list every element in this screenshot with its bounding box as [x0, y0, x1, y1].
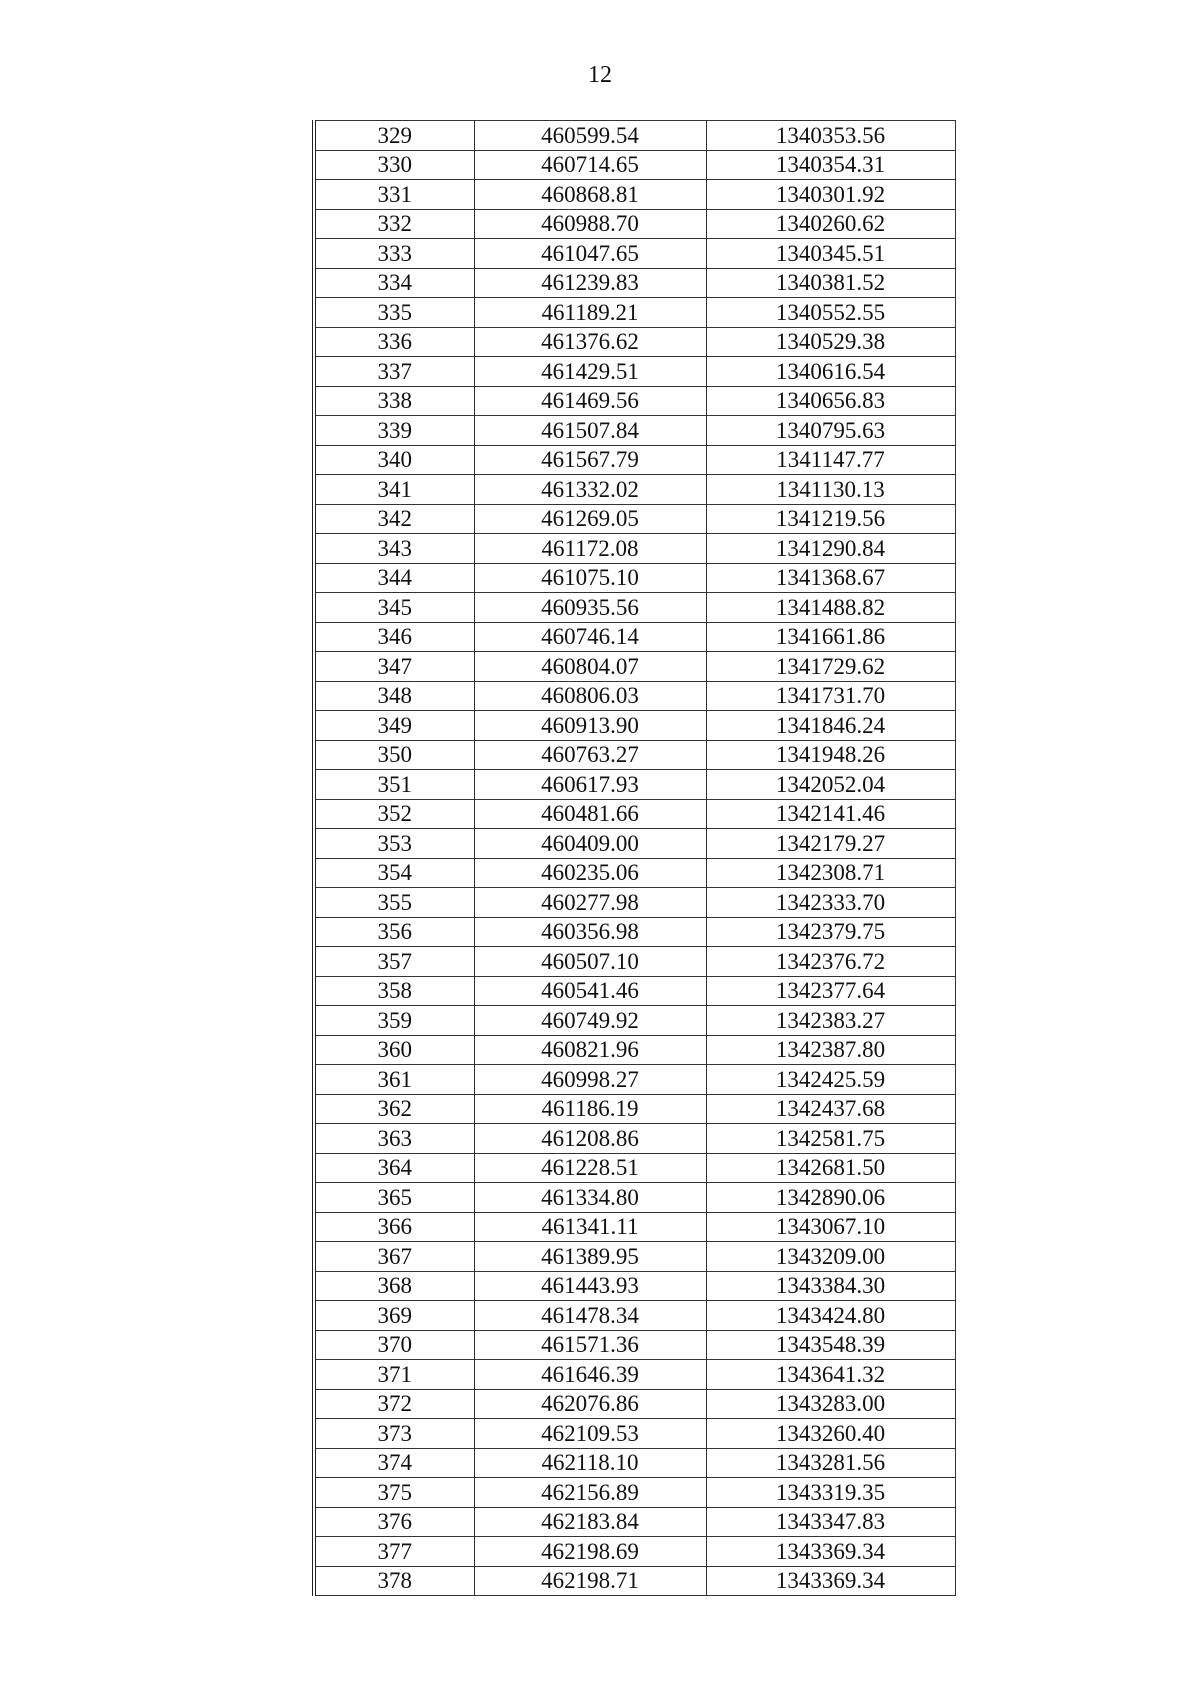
- y-coordinate-cell: 1341731.70: [706, 681, 955, 711]
- x-coordinate-cell: 462183.84: [474, 1507, 706, 1537]
- y-coordinate-cell: 1343369.34: [706, 1566, 955, 1596]
- x-coordinate-cell: 461646.39: [474, 1360, 706, 1390]
- point-number-cell: 331: [314, 180, 474, 210]
- y-coordinate-cell: 1340552.55: [706, 298, 955, 328]
- x-coordinate-cell: 460277.98: [474, 888, 706, 918]
- x-coordinate-cell: 461341.11: [474, 1212, 706, 1242]
- y-coordinate-cell: 1341661.86: [706, 622, 955, 652]
- y-coordinate-cell: 1343067.10: [706, 1212, 955, 1242]
- y-coordinate-cell: 1343369.34: [706, 1537, 955, 1567]
- point-number-cell: 362: [314, 1094, 474, 1124]
- point-number-cell: 339: [314, 416, 474, 446]
- point-number-cell: 336: [314, 327, 474, 357]
- x-coordinate-cell: 460356.98: [474, 917, 706, 947]
- table-row: [314, 976, 955, 1006]
- y-coordinate-cell: 1341130.13: [706, 475, 955, 505]
- table-row: [314, 1566, 955, 1596]
- point-number-cell: 335: [314, 298, 474, 328]
- point-number-cell: 345: [314, 593, 474, 623]
- x-coordinate-cell: 460749.92: [474, 1006, 706, 1036]
- x-coordinate-cell: 461172.08: [474, 534, 706, 564]
- x-coordinate-cell: 462076.86: [474, 1389, 706, 1419]
- table-row: [314, 1006, 955, 1036]
- table-row: [314, 327, 955, 357]
- y-coordinate-cell: 1341488.82: [706, 593, 955, 623]
- point-number-cell: 361: [314, 1065, 474, 1095]
- point-number-cell: 360: [314, 1035, 474, 1065]
- x-coordinate-cell: 460868.81: [474, 180, 706, 210]
- y-coordinate-cell: 1343384.30: [706, 1271, 955, 1301]
- table-row: [314, 268, 955, 298]
- x-coordinate-cell: 461332.02: [474, 475, 706, 505]
- point-number-cell: 341: [314, 475, 474, 505]
- point-number-cell: 334: [314, 268, 474, 298]
- point-number-cell: 357: [314, 947, 474, 977]
- table-row: [314, 357, 955, 387]
- y-coordinate-cell: 1340354.31: [706, 150, 955, 180]
- x-coordinate-cell: 461376.62: [474, 327, 706, 357]
- y-coordinate-cell: 1341846.24: [706, 711, 955, 741]
- y-coordinate-cell: 1340260.62: [706, 209, 955, 239]
- point-number-cell: 367: [314, 1242, 474, 1272]
- y-coordinate-cell: 1340345.51: [706, 239, 955, 269]
- y-coordinate-cell: 1342377.64: [706, 976, 955, 1006]
- y-coordinate-cell: 1342437.68: [706, 1094, 955, 1124]
- y-coordinate-cell: 1342383.27: [706, 1006, 955, 1036]
- x-coordinate-cell: 462198.71: [474, 1566, 706, 1596]
- y-coordinate-cell: 1340301.92: [706, 180, 955, 210]
- x-coordinate-cell: 461507.84: [474, 416, 706, 446]
- table-row: [314, 1448, 955, 1478]
- point-number-cell: 373: [314, 1419, 474, 1449]
- x-coordinate-cell: 460507.10: [474, 947, 706, 977]
- point-number-cell: 366: [314, 1212, 474, 1242]
- table-row: [314, 416, 955, 446]
- y-coordinate-cell: 1342681.50: [706, 1153, 955, 1183]
- coordinates-table: [312, 120, 956, 1596]
- point-number-cell: 340: [314, 445, 474, 475]
- x-coordinate-cell: 460763.27: [474, 740, 706, 770]
- x-coordinate-cell: 460409.00: [474, 829, 706, 859]
- y-coordinate-cell: 1343641.32: [706, 1360, 955, 1390]
- point-number-cell: 332: [314, 209, 474, 239]
- table-row: [314, 298, 955, 328]
- table-row: [314, 593, 955, 623]
- x-coordinate-cell: 460714.65: [474, 150, 706, 180]
- point-number-cell: 363: [314, 1124, 474, 1154]
- x-coordinate-cell: 460988.70: [474, 209, 706, 239]
- x-coordinate-cell: 460617.93: [474, 770, 706, 800]
- table-row: [314, 622, 955, 652]
- y-coordinate-cell: 1343209.00: [706, 1242, 955, 1272]
- point-number-cell: 343: [314, 534, 474, 564]
- y-coordinate-cell: 1342379.75: [706, 917, 955, 947]
- x-coordinate-cell: 460821.96: [474, 1035, 706, 1065]
- table-row: [314, 740, 955, 770]
- table-row: [314, 1389, 955, 1419]
- table-row: [314, 1035, 955, 1065]
- point-number-cell: 365: [314, 1183, 474, 1213]
- page-number: 12: [588, 62, 612, 88]
- x-coordinate-cell: 460235.06: [474, 858, 706, 888]
- point-number-cell: 344: [314, 563, 474, 593]
- table-row: [314, 858, 955, 888]
- point-number-cell: 368: [314, 1271, 474, 1301]
- point-number-cell: 330: [314, 150, 474, 180]
- point-number-cell: 355: [314, 888, 474, 918]
- point-number-cell: 372: [314, 1389, 474, 1419]
- point-number-cell: 371: [314, 1360, 474, 1390]
- point-number-cell: 347: [314, 652, 474, 682]
- table-row: [314, 1212, 955, 1242]
- x-coordinate-cell: 461186.19: [474, 1094, 706, 1124]
- table-row: [314, 1330, 955, 1360]
- y-coordinate-cell: 1343424.80: [706, 1301, 955, 1331]
- point-number-cell: 350: [314, 740, 474, 770]
- y-coordinate-cell: 1340353.56: [706, 121, 955, 151]
- table-row: [314, 386, 955, 416]
- table-row: [314, 1183, 955, 1213]
- table-row: [314, 1507, 955, 1537]
- y-coordinate-cell: 1343347.83: [706, 1507, 955, 1537]
- table-row: [314, 652, 955, 682]
- x-coordinate-cell: 461075.10: [474, 563, 706, 593]
- table-row: [314, 475, 955, 505]
- x-coordinate-cell: 461469.56: [474, 386, 706, 416]
- table-row: [314, 1242, 955, 1272]
- point-number-cell: 374: [314, 1448, 474, 1478]
- table-row: [314, 947, 955, 977]
- table-row: [314, 563, 955, 593]
- x-coordinate-cell: 460481.66: [474, 799, 706, 829]
- y-coordinate-cell: 1343283.00: [706, 1389, 955, 1419]
- y-coordinate-cell: 1341219.56: [706, 504, 955, 534]
- point-number-cell: 346: [314, 622, 474, 652]
- table-row: [314, 799, 955, 829]
- y-coordinate-cell: 1341368.67: [706, 563, 955, 593]
- point-number-cell: 377: [314, 1537, 474, 1567]
- point-number-cell: 370: [314, 1330, 474, 1360]
- point-number-cell: 349: [314, 711, 474, 741]
- table-row: [314, 829, 955, 859]
- point-number-cell: 356: [314, 917, 474, 947]
- x-coordinate-cell: 460935.56: [474, 593, 706, 623]
- y-coordinate-cell: 1342376.72: [706, 947, 955, 977]
- y-coordinate-cell: 1343281.56: [706, 1448, 955, 1478]
- table-row: [314, 239, 955, 269]
- x-coordinate-cell: 461208.86: [474, 1124, 706, 1154]
- table-row: [314, 1360, 955, 1390]
- x-coordinate-cell: 462198.69: [474, 1537, 706, 1567]
- x-coordinate-cell: 460806.03: [474, 681, 706, 711]
- table-row: [314, 888, 955, 918]
- y-coordinate-cell: 1342141.46: [706, 799, 955, 829]
- point-number-cell: 353: [314, 829, 474, 859]
- point-number-cell: 337: [314, 357, 474, 387]
- y-coordinate-cell: 1343548.39: [706, 1330, 955, 1360]
- point-number-cell: 329: [314, 121, 474, 151]
- table-row: [314, 1153, 955, 1183]
- table-row: [314, 917, 955, 947]
- x-coordinate-cell: 461429.51: [474, 357, 706, 387]
- point-number-cell: 338: [314, 386, 474, 416]
- point-number-cell: 333: [314, 239, 474, 269]
- table-row: [314, 1537, 955, 1567]
- y-coordinate-cell: 1342333.70: [706, 888, 955, 918]
- x-coordinate-cell: 461567.79: [474, 445, 706, 475]
- point-number-cell: 351: [314, 770, 474, 800]
- y-coordinate-cell: 1340656.83: [706, 386, 955, 416]
- table-row: [314, 711, 955, 741]
- point-number-cell: 378: [314, 1566, 474, 1596]
- x-coordinate-cell: 461334.80: [474, 1183, 706, 1213]
- y-coordinate-cell: 1342581.75: [706, 1124, 955, 1154]
- point-number-cell: 359: [314, 1006, 474, 1036]
- table-row: [314, 770, 955, 800]
- table-row: [314, 1094, 955, 1124]
- y-coordinate-cell: 1340795.63: [706, 416, 955, 446]
- x-coordinate-cell: 462109.53: [474, 1419, 706, 1449]
- x-coordinate-cell: 460541.46: [474, 976, 706, 1006]
- x-coordinate-cell: 460746.14: [474, 622, 706, 652]
- point-number-cell: 375: [314, 1478, 474, 1508]
- y-coordinate-cell: 1342179.27: [706, 829, 955, 859]
- y-coordinate-cell: 1341290.84: [706, 534, 955, 564]
- table-row: [314, 209, 955, 239]
- x-coordinate-cell: 460804.07: [474, 652, 706, 682]
- point-number-cell: 376: [314, 1507, 474, 1537]
- x-coordinate-cell: 461189.21: [474, 298, 706, 328]
- point-number-cell: 348: [314, 681, 474, 711]
- x-coordinate-cell: 462156.89: [474, 1478, 706, 1508]
- y-coordinate-cell: 1340529.38: [706, 327, 955, 357]
- table-row: [314, 1124, 955, 1154]
- point-number-cell: 369: [314, 1301, 474, 1331]
- y-coordinate-cell: 1341948.26: [706, 740, 955, 770]
- table-row: [314, 1301, 955, 1331]
- table-row: [314, 150, 955, 180]
- x-coordinate-cell: 461239.83: [474, 268, 706, 298]
- x-coordinate-cell: 461228.51: [474, 1153, 706, 1183]
- table-row: [314, 121, 955, 151]
- y-coordinate-cell: 1341729.62: [706, 652, 955, 682]
- y-coordinate-cell: 1342308.71: [706, 858, 955, 888]
- y-coordinate-cell: 1342890.06: [706, 1183, 955, 1213]
- point-number-cell: 358: [314, 976, 474, 1006]
- x-coordinate-cell: 461389.95: [474, 1242, 706, 1272]
- table-row: [314, 534, 955, 564]
- y-coordinate-cell: 1343319.35: [706, 1478, 955, 1508]
- y-coordinate-cell: 1343260.40: [706, 1419, 955, 1449]
- point-number-cell: 364: [314, 1153, 474, 1183]
- table-row: [314, 681, 955, 711]
- x-coordinate-cell: 461047.65: [474, 239, 706, 269]
- y-coordinate-cell: 1342425.59: [706, 1065, 955, 1095]
- x-coordinate-cell: 460998.27: [474, 1065, 706, 1095]
- table-body: [314, 121, 955, 1596]
- table-row: [314, 1065, 955, 1095]
- table-row: [314, 1271, 955, 1301]
- table-row: [314, 1419, 955, 1449]
- table-row: [314, 180, 955, 210]
- y-coordinate-cell: 1342052.04: [706, 770, 955, 800]
- x-coordinate-cell: 460913.90: [474, 711, 706, 741]
- y-coordinate-cell: 1340381.52: [706, 268, 955, 298]
- x-coordinate-cell: 462118.10: [474, 1448, 706, 1478]
- y-coordinate-cell: 1341147.77: [706, 445, 955, 475]
- x-coordinate-cell: 461269.05: [474, 504, 706, 534]
- table-row: [314, 445, 955, 475]
- x-coordinate-cell: 461571.36: [474, 1330, 706, 1360]
- table-row: [314, 1478, 955, 1508]
- x-coordinate-cell: 461443.93: [474, 1271, 706, 1301]
- table-row: [314, 504, 955, 534]
- y-coordinate-cell: 1342387.80: [706, 1035, 955, 1065]
- x-coordinate-cell: 460599.54: [474, 121, 706, 151]
- point-number-cell: 342: [314, 504, 474, 534]
- x-coordinate-cell: 461478.34: [474, 1301, 706, 1331]
- y-coordinate-cell: 1340616.54: [706, 357, 955, 387]
- point-number-cell: 354: [314, 858, 474, 888]
- point-number-cell: 352: [314, 799, 474, 829]
